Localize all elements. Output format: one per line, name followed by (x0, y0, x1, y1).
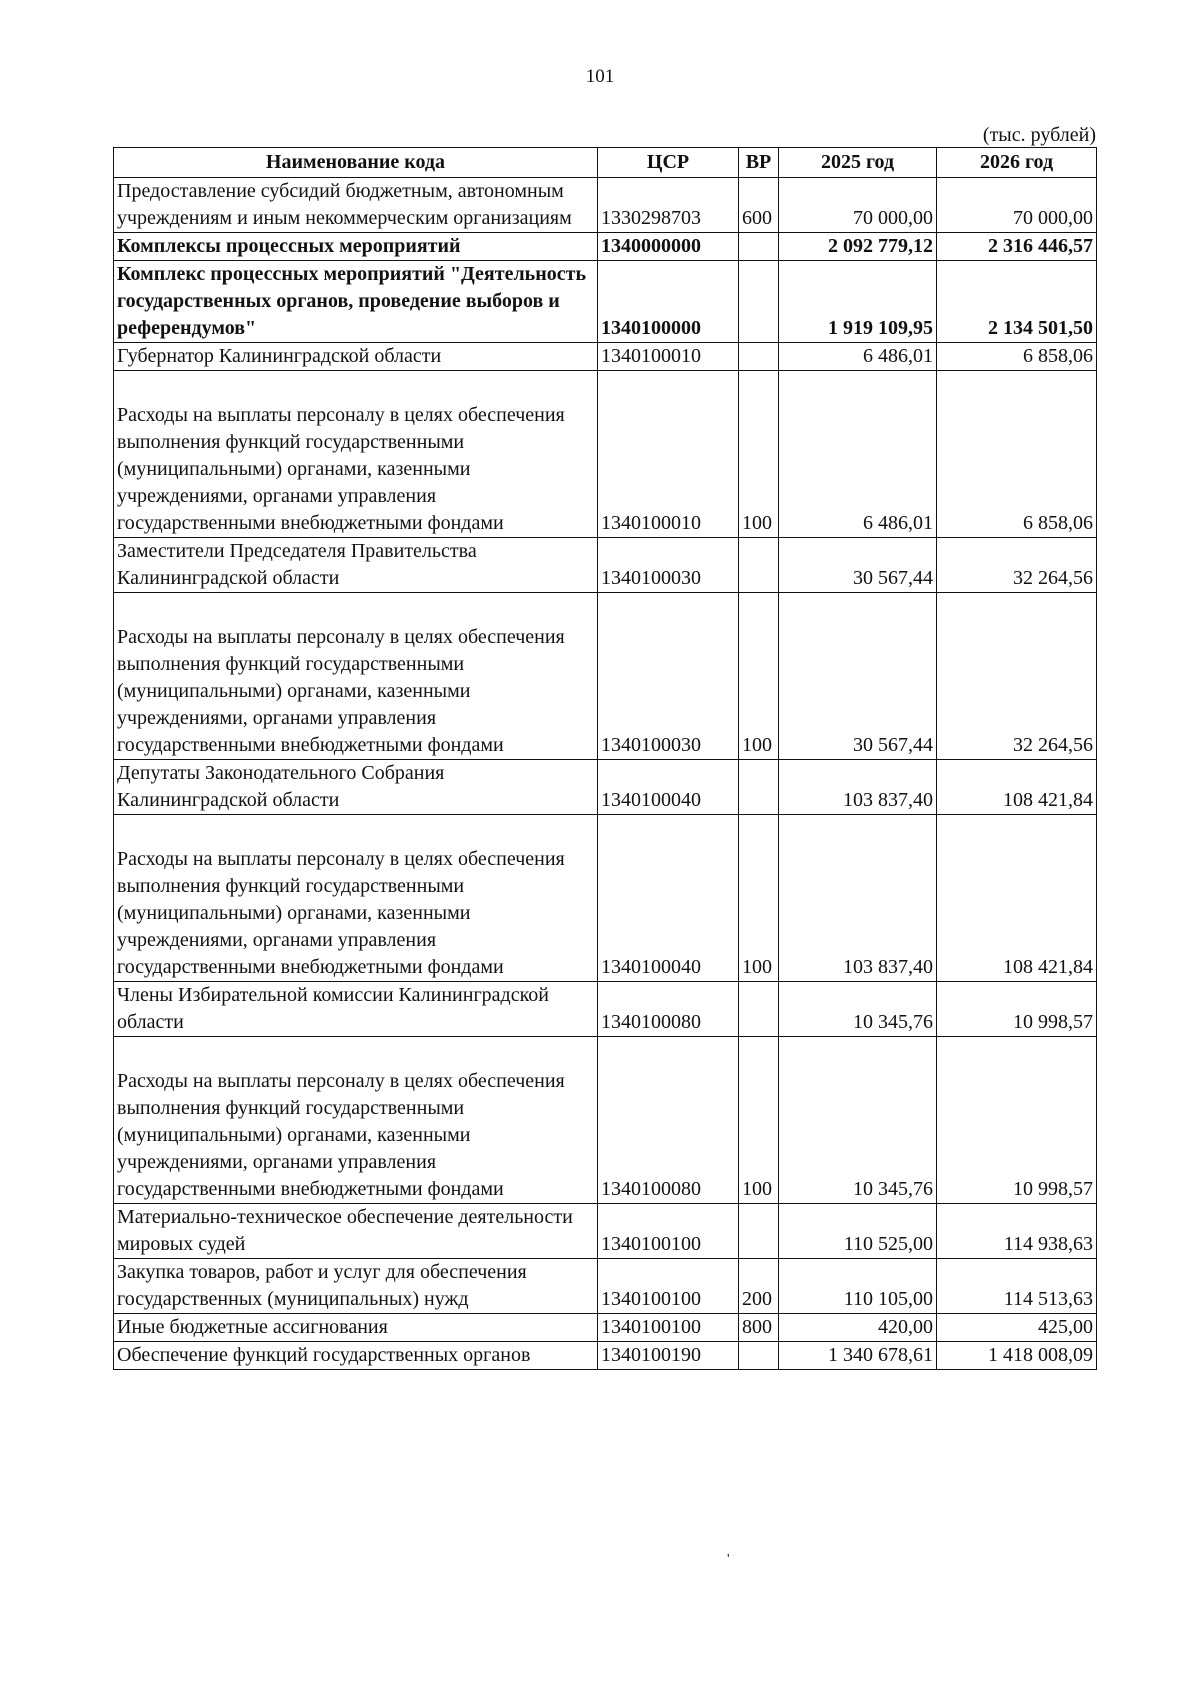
cell-csr: 1340100080 (598, 982, 739, 1037)
table-row (114, 1259, 1097, 1314)
cell-csr: 1340100030 (598, 538, 739, 593)
cell-2025: 110 525,00 (779, 1204, 937, 1259)
cell-vr: 100 (739, 371, 779, 538)
cell-csr: 1340000000 (598, 233, 739, 261)
cell-csr: 1340100040 (598, 760, 739, 815)
cell-2026: 6 858,06 (937, 343, 1097, 371)
cell-2026: 70 000,00 (937, 178, 1097, 233)
cell-name: Обеспечение функций государственных органов (114, 1342, 598, 1370)
header-2025: 2025 год (779, 148, 937, 178)
cell-vr (739, 538, 779, 593)
cell-vr: 100 (739, 815, 779, 982)
cell-name: Расходы на выплаты персоналу в целях обеспечения выполнения функций государственными (муниципальными) органами, казенными учреждениями, органами управления государственными внебюджетными фондами (114, 371, 598, 538)
header-vr: ВР (739, 148, 779, 178)
cell-vr (739, 760, 779, 815)
cell-name: Расходы на выплаты персоналу в целях обеспечения выполнения функций государственными (муниципальными) органами, казенными учреждениями, органами управления государственными внебюджетными фондами (114, 1037, 598, 1204)
budget-table (113, 147, 1097, 1370)
table-row (114, 1204, 1097, 1259)
cell-vr: 600 (739, 178, 779, 233)
table-row (114, 538, 1097, 593)
cell-csr: 1340100000 (598, 261, 739, 343)
table-header-row (114, 148, 1097, 178)
table-row (114, 233, 1097, 261)
cell-2026: 2 134 501,50 (937, 261, 1097, 343)
table-row (114, 982, 1097, 1037)
cell-2025: 10 345,76 (779, 982, 937, 1037)
cell-name: Губернатор Калининградской области (114, 343, 598, 371)
table-row (114, 1314, 1097, 1342)
cell-csr: 1330298703 (598, 178, 739, 233)
cell-2025: 10 345,76 (779, 1037, 937, 1204)
cell-name: Материально-техническое обеспечение деятельности мировых судей (114, 1204, 598, 1259)
cell-csr: 1340100010 (598, 343, 739, 371)
table-row (114, 815, 1097, 982)
cell-2025: 110 105,00 (779, 1259, 937, 1314)
cell-2026: 114 938,63 (937, 1204, 1097, 1259)
cell-2026: 10 998,57 (937, 1037, 1097, 1204)
cell-2026: 2 316 446,57 (937, 233, 1097, 261)
cell-2026: 1 418 008,09 (937, 1342, 1097, 1370)
cell-2025: 70 000,00 (779, 178, 937, 233)
cell-name: Заместители Председателя Правительства Калининградской области (114, 538, 598, 593)
cell-2026: 10 998,57 (937, 982, 1097, 1037)
cell-2025: 1 919 109,95 (779, 261, 937, 343)
cell-name: Комплексы процессных мероприятий (114, 233, 598, 261)
cell-name: Иные бюджетные ассигнования (114, 1314, 598, 1342)
cell-vr: 200 (739, 1259, 779, 1314)
header-2026: 2026 год (937, 148, 1097, 178)
cell-vr: 800 (739, 1314, 779, 1342)
header-name: Наименование кода (114, 148, 598, 178)
cell-name: Члены Избирательной комиссии Калининградской области (114, 982, 598, 1037)
cell-name: Закупка товаров, работ и услуг для обеспечения государственных (муниципальных) нужд (114, 1259, 598, 1314)
cell-name: Предоставление субсидий бюджетным, автономным учреждениям и иным некоммерческим организациям (114, 178, 598, 233)
cell-vr (739, 233, 779, 261)
cell-vr (739, 982, 779, 1037)
cell-2025: 103 837,40 (779, 760, 937, 815)
table-row (114, 1037, 1097, 1204)
cell-2025: 420,00 (779, 1314, 937, 1342)
cell-csr: 1340100010 (598, 371, 739, 538)
cell-2025: 1 340 678,61 (779, 1342, 937, 1370)
cell-csr: 1340100080 (598, 1037, 739, 1204)
cell-2025: 2 092 779,12 (779, 233, 937, 261)
cell-vr (739, 343, 779, 371)
cell-2025: 30 567,44 (779, 538, 937, 593)
stray-mark: ' (727, 1552, 730, 1567)
cell-vr (739, 261, 779, 343)
cell-2026: 6 858,06 (937, 371, 1097, 538)
cell-csr: 1340100100 (598, 1314, 739, 1342)
cell-csr: 1340100030 (598, 593, 739, 760)
header-csr: ЦСР (598, 148, 739, 178)
cell-2025: 6 486,01 (779, 371, 937, 538)
page-number: 101 (585, 66, 615, 87)
cell-vr (739, 1204, 779, 1259)
table-row (114, 343, 1097, 371)
table-row (114, 760, 1097, 815)
cell-csr: 1340100100 (598, 1204, 739, 1259)
table-row (114, 371, 1097, 538)
cell-csr: 1340100190 (598, 1342, 739, 1370)
cell-csr: 1340100100 (598, 1259, 739, 1314)
cell-2025: 6 486,01 (779, 343, 937, 371)
cell-vr: 100 (739, 1037, 779, 1204)
cell-2025: 30 567,44 (779, 593, 937, 760)
cell-csr: 1340100040 (598, 815, 739, 982)
table-row (114, 1342, 1097, 1370)
cell-2026: 425,00 (937, 1314, 1097, 1342)
cell-vr: 100 (739, 593, 779, 760)
cell-name: Расходы на выплаты персоналу в целях обеспечения выполнения функций государственными (муниципальными) органами, казенными учреждениями, органами управления государственными внебюджетными фондами (114, 593, 598, 760)
cell-2026: 108 421,84 (937, 760, 1097, 815)
cell-vr (739, 1342, 779, 1370)
cell-2026: 114 513,63 (937, 1259, 1097, 1314)
cell-name: Комплекс процессных мероприятий "Деятельность государственных органов, проведение выборов и референдумов" (114, 261, 598, 343)
table-body (114, 178, 1097, 1370)
table-row (114, 261, 1097, 343)
cell-name: Депутаты Законодательного Собрания Калининградской области (114, 760, 598, 815)
table-row (114, 593, 1097, 760)
cell-2025: 103 837,40 (779, 815, 937, 982)
cell-2026: 32 264,56 (937, 538, 1097, 593)
cell-2026: 108 421,84 (937, 815, 1097, 982)
units-label: (тыс. рублей) (982, 124, 1096, 146)
cell-2026: 32 264,56 (937, 593, 1097, 760)
cell-name: Расходы на выплаты персоналу в целях обеспечения выполнения функций государственными (муниципальными) органами, казенными учреждениями, органами управления государственными внебюджетными фондами (114, 815, 598, 982)
table-row (114, 178, 1097, 233)
